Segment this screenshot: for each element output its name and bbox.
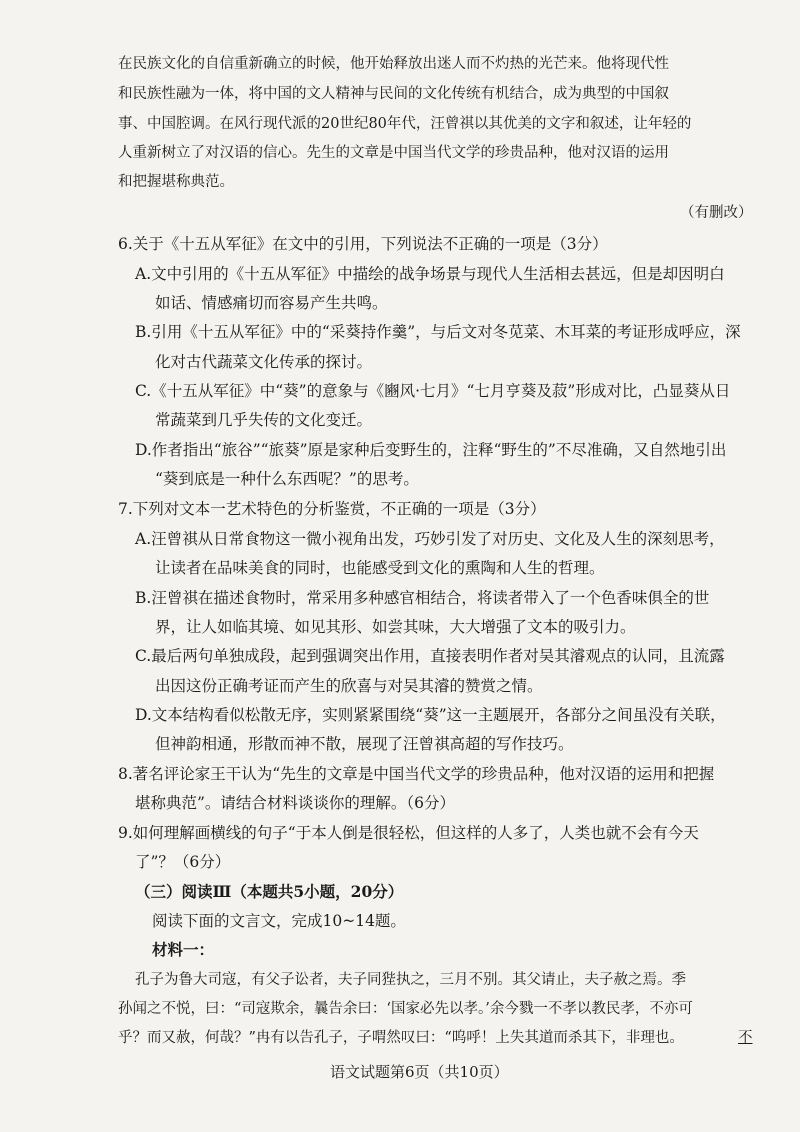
classical-text-continuation: 不 [738,1030,753,1046]
q6-option-c-line-1: C.《十五从军征》中“葵”的意象与《豳风·七月》“七月亨葵及菽”形成对比，凸显葵从日 [135,382,731,400]
page-footer: 语文试题第6页（共10页） [330,1063,509,1081]
q7-option-b-line-2: 界，让人如临其境、如见其形、如尝其味，大大增强了文本的吸引力。 [155,618,636,636]
intro-line-2: 和民族性融为一体，将中国的文人精神与民间的文化传统有机结合，成为典型的中国叙 [118,86,669,102]
q7-option-b-line-1: B.汪曾祺在描述食物时，常采用多种感官相结合，将读者带入了一个色香味俱全的世 [135,589,710,607]
q7-option-a-line-2: 让读者在品味美食的同时，也能感受到文化的熏陶和人生的哲理。 [155,559,605,577]
q7-option-a-line-1: A.汪曾祺从日常食物这一微小视角出发，巧妙引发了对历史、文化及人生的深刻思考， [135,530,725,548]
attribution: （有删改） [680,205,753,221]
intro-line-5: 和把握堪称典范。 [118,174,234,190]
question-9-line-1: 9.如何理解画横线的句子“于本人倒是很轻松，但这样的人多了，人类也就不会有今天 [118,824,699,842]
question-8-line-1: 8.著名评论家王干认为“先生的文章是中国当代文学的珍贵品种，他对汉语的运用和把握 [118,765,715,783]
q7-option-d-line-2: 但神韵相通，形散而神不散，展现了汪曾祺高超的写作技巧。 [155,735,574,753]
q6-option-a-line-1: A.文中引用的《十五从军征》中描绘的战争场景与现代人生活相去甚远，但是却因明白 [135,265,725,283]
question-9-line-2: 了”？（6分） [135,853,231,871]
q6-option-c-line-2: 常蔬菜到几乎失传的文化变迁。 [155,411,373,429]
q6-option-a-line-2: 如话、情感痛切而容易产生共鸣。 [155,294,388,312]
q7-option-c-line-2: 出因这份正确考证而产生的欣喜与对吴其濬的赞赏之情。 [155,677,543,695]
section-3-instruction: 阅读下面的文言文，完成10~14题。 [152,912,406,930]
q6-option-b-line-1: B.引用《十五从军征》中的“采葵持作羹”，与后文对冬苋菜、木耳菜的考证形成呼应，深 [135,323,741,341]
q6-option-d-line-1: D.作者指出“旅谷”“旅葵”原是家种后变野生的，注释“野生的”不尽准确，又自然地引出 [135,441,727,459]
q6-option-b-line-2: 化对古代蔬菜文化传承的探讨。 [155,353,373,371]
classical-text-line-2: 孙闻之不悦，曰：“司寇欺余，曩告余曰：‘国家必先以孝。’余今戮一不孝以教民孝，不亦可 [118,1001,693,1017]
question-6-stem: 6.关于《十五从军征》在文中的引用，下列说法不正确的一项是（3分） [118,235,608,253]
intro-line-1: 在民族文化的自信重新确立的时候，他开始释放出迷人而不灼热的光芒来。他将现代性 [118,56,669,72]
material-1-label: 材料一： [152,940,215,959]
classical-text-line-1: 孔子为鲁大司寇，有父子讼者，夫子同狴执之，三月不别。其父请止，夫子赦之焉。季 [135,972,686,988]
intro-line-4: 人重新树立了对汉语的信心。先生的文章是中国当代文学的珍贵品种，他对汉语的运用 [118,145,669,161]
question-8-line-2: 堪称典范”。请结合材料谈谈你的理解。（6分） [135,794,456,812]
q7-option-c-line-1: C.最后两句单独成段，起到强调突出作用，直接表明作者对吴其濬观点的认同，且流露 [135,647,725,665]
section-3-heading: （三）阅读Ⅲ（本题共5小题，20分） [135,882,404,901]
q6-option-d-line-2: “葵到底是一种什么东西呢？”的思考。 [155,470,419,488]
intro-line-3: 事、中国腔调。在风行现代派的20世纪80年代，汪曾祺以其优美的文字和叙述，让年轻的 [118,116,692,132]
question-7-stem: 7.下列对文本一艺术特色的分析鉴赏，不正确的一项是（3分） [118,500,546,518]
classical-text-line-3: 乎？而又赦，何哉？”冉有以告孔子，子喟然叹曰：“呜呼！上失其道而杀其下，非理也。 [118,1030,684,1046]
q7-option-d-line-1: D.文本结构看似松散无序，实则紧紧围绕“葵”这一主题展开，各部分之间虽没有关联， [135,706,726,724]
